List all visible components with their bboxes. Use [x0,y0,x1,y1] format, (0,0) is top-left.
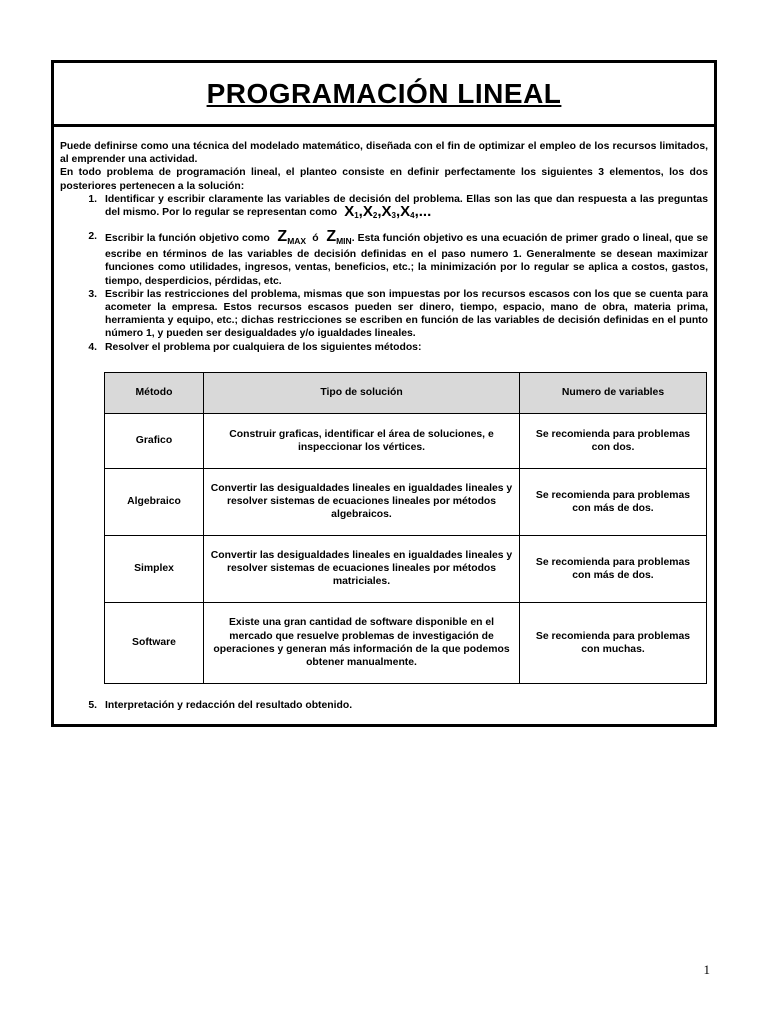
table-header-row [105,372,707,413]
method-cell: Software [105,602,204,683]
solution-cell: Convertir las desigualdades lineales en igualdades lineales y resolver sistemas de ecuaciones lineales por métodos algebraicos. [204,468,520,535]
header-solution-type: Tipo de solución [204,372,520,413]
step-3 [60,288,708,341]
step-2-text-b: . Esta función objetivo es una ecuación de primer grado o lineal, que se escribe en términos de las variables de decisión definidas en el paso numero 1. Generalmente se desean maximizar funciones como utilidades, ingresos, ventas, beneficios, etc.; la minimización por lo regular se aplica a costos, gastos, tiempo, desperdicios, pérdidas, etc. [105,233,709,287]
step-2-text-a: Escribir la función objetivo como [105,233,270,245]
content [54,127,714,712]
step-number: 1. [88,193,97,205]
method-cell: Algebraico [105,468,204,535]
page-number: 1 [703,962,710,977]
variables-cell: Se recomienda para problemas con dos. [520,413,707,468]
step-2 [60,230,708,288]
header-variable-count: Numero de variables [520,372,707,413]
methods-table [104,372,707,684]
variables-cell: Se recomienda para problemas con más de dos. [520,535,707,602]
step-1 [60,193,708,222]
steps-list [60,193,708,354]
step-3-text: Escribir las restricciones del problema, mismas que son impuestas por los recursos escasos con los que se cuenta para acometer la empresa. Estos recursos escasos pueden ser dinero, tiempo, espacio, mano de obra, materia prima, herramienta y equipo, etc.; dichas restricciones se escriben en función de las variables de decisión definidas en el punto número 1, y pueden ser desigualdades y/o igualdades lineales. [105,288,708,340]
step-number: 2. [88,231,97,243]
step-number: 5. [88,699,97,711]
variables-cell: Se recomienda para problemas con muchas. [520,602,707,683]
table-row [105,468,707,535]
step-1-text: Identificar y escribir claramente las variables de decisión del problema. Ellas son las que dan respuesta a las preguntas del mismo. Por lo regular se representan como [105,193,708,219]
solution-cell: Convertir las desigualdades lineales en igualdades lineales y resolver sistemas de ecuaciones lineales por métodos matriciales. [204,535,520,602]
table-row [105,535,707,602]
step-5-text: Interpretación y redacción del resultado obtenido. [105,699,353,711]
page-title: PROGRAMACIÓN LINEAL [206,77,562,109]
intro-paragraph-1: Puede definirse como una técnica del modelado matemático, diseñada con el fin de optimizar el empleo de los recursos limitados, al emprender una actividad. [60,141,708,166]
step-5 [60,699,708,712]
or-word: ó [312,233,319,245]
z-max-symbol: $Z_{MAX}$ [277,228,307,247]
step-4 [60,341,708,354]
title-box [54,63,714,127]
header-method: Método [105,372,204,413]
z-min-symbol: $Z_{MIN}$ [326,228,352,247]
step-number: 3. [88,288,97,300]
document-frame [51,60,717,727]
steps-list-continued [60,699,708,712]
table-row [105,413,707,468]
intro-paragraph-2: En todo problema de programación lineal, el planteo consiste en definir perfectamente los siguientes 3 elementos, los dos posteriores pertenecen a la solución: [60,167,708,192]
variables-cell: Se recomienda para problemas con más de dos. [520,468,707,535]
table-row [105,602,707,683]
solution-cell: Existe una gran cantidad de software disponible en el mercado que resuelve problemas de investigación de operaciones y generan más información de la que podemos obtener manualmente. [204,602,520,683]
decision-variables: $X_1,X_2,X_3,X_4$,... [344,203,432,221]
step-4-text: Resolver el problema por cualquiera de los siguientes métodos: [105,341,422,353]
step-number: 4. [88,341,97,353]
method-cell: Simplex [105,535,204,602]
method-cell: Grafico [105,413,204,468]
solution-cell: Construir graficas, identificar el área de soluciones, e inspeccionar los vértices. [204,413,520,468]
